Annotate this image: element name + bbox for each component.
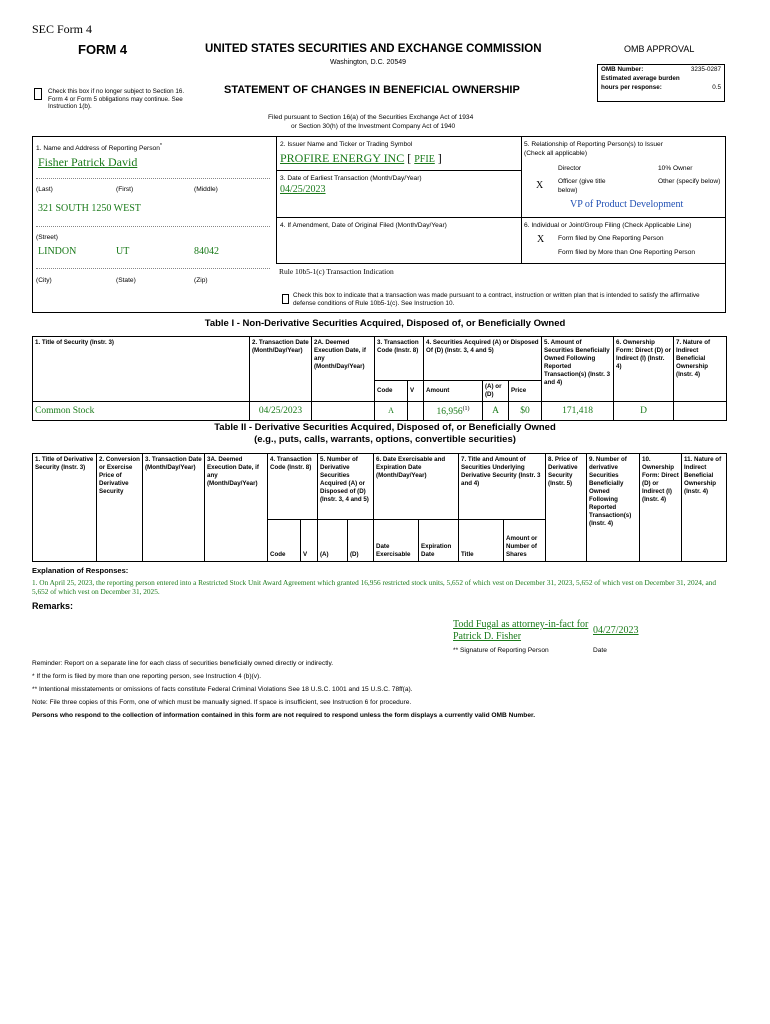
city-value: LINDON <box>38 246 77 257</box>
t1-h-code: 3. Transaction Code (Instr. 8) <box>375 337 424 381</box>
box5-label: 5. Relationship of Reporting Person(s) to Issuer <box>524 141 663 148</box>
last-label: (Last) <box>36 186 53 193</box>
t2-h-number: 5. Number of Derivative Securities Acquired (A) or Disposed of (D) (Instr. 3, 4 and 5) <box>318 454 374 520</box>
t2-sub-amount: Amount or Number of Shares <box>504 520 546 562</box>
officer-title: VP of Product Development <box>570 199 684 210</box>
t1-sub-price: Price <box>509 381 542 402</box>
ten-pct-owner-label: 10% Owner <box>658 165 693 172</box>
omb-approval-title: OMB APPROVAL <box>624 44 695 54</box>
t2-h-underlying: 7. Title and Amount of Securities Underlying Derivative Security (Instr. 3 and 4) <box>459 454 546 520</box>
t2-sub-code: Code <box>268 520 301 562</box>
t1-row-v <box>408 402 424 421</box>
signature-date: 04/27/2023 <box>593 625 639 636</box>
footnote-ref[interactable]: (1) <box>462 406 470 413</box>
t2-h-exercisable: 6. Date Exercisable and Expiration Date (Month/Day/Year) <box>374 454 459 520</box>
agency-name: UNITED STATES SECURITIES AND EXCHANGE COMMISSION <box>205 43 542 55</box>
t1-row-form: D <box>614 402 674 421</box>
director-label: Director <box>558 165 582 172</box>
no-longer-subject-checkbox[interactable] <box>34 88 42 100</box>
omb-hours-label: hours per response: <box>601 84 662 91</box>
state-label: (State) <box>116 277 136 284</box>
table-row <box>33 402 727 421</box>
t2-h-code: 4. Transaction Code (Instr. 8) <box>268 454 318 520</box>
t2-sub-title: Title <box>459 520 504 562</box>
t2-h-deemed: 3A. Deemed Execution Date, if any (Month/Day/Year) <box>205 454 268 562</box>
t1-sub-ad: (A) or (D) <box>483 381 509 402</box>
footer-copies-note: Note: File three copies of this Form, one of which must be manually signed. If space is insufficient, see Instruction 6 for procedure. <box>32 699 412 706</box>
t1-row-owned: 171,418 <box>542 402 614 421</box>
rule-10b5-label: Rule 10b5-1(c) Transaction Indication <box>279 267 394 276</box>
footer-misstatements: ** Intentional misstatements or omissions of facts constitute Federal Criminal Violations See 18 U.S.C. 1001 and 15 U.S.C. 78ff(a). <box>32 686 413 693</box>
t1-h-securities: 4. Securities Acquired (A) or Disposed Of (D) (Instr. 3, 4 and 5) <box>424 337 542 381</box>
box6-label: 6. Individual or Joint/Group Filing (Check Applicable Line) <box>524 222 692 229</box>
earliest-transaction-date: 04/25/2023 <box>280 184 326 195</box>
t1-row-title: Common Stock <box>33 402 250 421</box>
t1-sub-amount: Amount <box>424 381 483 402</box>
t2-sub-v: V <box>301 520 318 562</box>
date-label: Date <box>593 647 607 654</box>
middle-label: (Middle) <box>194 186 218 193</box>
signature-label: ** Signature of Reporting Person <box>453 647 549 654</box>
t2-sub-d: (D) <box>348 520 374 562</box>
filed-pursuant-line1: Filed pursuant to Section 16(a) of the Securities Exchange Act of 1934 <box>268 114 474 121</box>
t1-sub-v: V <box>408 381 424 402</box>
street-value: 321 SOUTH 1250 WEST <box>38 203 141 214</box>
box5-sublabel: (Check all applicable) <box>524 150 588 157</box>
t2-h-nature: 11. Nature of Indirect Beneficial Ownership (Instr. 4) <box>682 454 727 562</box>
t1-h-owned: 5. Amount of Securities Beneficially Owned Following Reported Transaction(s) (Instr. 3 and 4) <box>542 337 614 402</box>
first-label: (First) <box>116 186 134 193</box>
t1-row-nature <box>674 402 727 421</box>
reporting-person-name: Fisher Patrick David <box>38 155 138 169</box>
issuer-name: PROFIRE ENERGY INC <box>280 151 405 165</box>
t1-row-amount: 16,956$^{(1)}$ <box>424 402 483 421</box>
rule-10b5-checkbox[interactable] <box>282 294 289 304</box>
t2-sub-exercisable: Date Exercisable <box>374 520 419 562</box>
t1-row-date: 04/25/2023 <box>250 402 312 421</box>
city-label: (City) <box>36 277 52 284</box>
footer-omb-notice: Persons who respond to the collection of information contained in this form are not required to respond unless the form displays a currently valid OMB Number. <box>32 712 536 719</box>
rule-10b5-text: Check this box to indicate that a transaction was made pursuant to a contract, instruction or written plan that is intended to satisfy the affirmative defense conditions of Rule 10b5-1(c). See Instruction 10. <box>293 292 700 307</box>
t1-h-deemed: 2A. Deemed Execution Date, if any (Month/Day/Year) <box>312 337 375 402</box>
footer-reminder: Reminder: Report on a separate line for each class of securities beneficially owned directly or indirectly. <box>32 660 334 667</box>
filed-pursuant-line2: or Section 30(h) of the Investment Company Act of 1940 <box>291 123 456 130</box>
t2-sub-a: (A) <box>318 520 348 562</box>
t1-row-ad: A <box>483 402 509 421</box>
box1-label: 1. Name and Address of Reporting Person* <box>36 143 163 153</box>
explanation-label: Explanation of Responses: <box>32 566 129 575</box>
agency-location: Washington, D.C. 20549 <box>330 59 407 66</box>
form-title: FORM 4 <box>78 42 128 57</box>
omb-box <box>597 64 725 102</box>
omb-number-value: 3235-0287 <box>690 66 721 73</box>
officer-label: Officer (give title below) <box>558 178 606 194</box>
t1-h-title: 1. Title of Security (Instr. 3) <box>33 337 250 402</box>
table2 <box>32 453 727 562</box>
zip-value: 84042 <box>194 246 219 257</box>
ticker-symbol: PFIE <box>414 154 435 165</box>
remarks-label: Remarks: <box>32 601 74 611</box>
more-persons-label: Form filed by More than One Reporting Person <box>558 249 696 256</box>
other-label: Other (specify below) <box>658 178 721 185</box>
street-label: (Street) <box>36 234 58 241</box>
t1-row-price: $0 <box>509 402 542 421</box>
table1-title: Table I - Non-Derivative Securities Acquired, Disposed of, or Beneficially Owned <box>204 318 566 329</box>
t2-h-title: 1. Title of Derivative Security (Instr. 3) <box>33 454 97 562</box>
signature-name: Todd Fugal as attorney-in-fact for Patrick D. Fisher <box>453 619 589 642</box>
no-longer-subject-text: Check this box if no longer subject to Section 16. Form 4 or Form 5 obligations may continue. See Instruction 1(b). <box>48 88 185 110</box>
t2-h-owned: 9. Number of derivative Securities Beneficially Owned Following Reported Transaction(s) (Instr. 4) <box>587 454 640 562</box>
t2-h-conversion: 2. Conversion or Exercise Price of Derivative Security <box>97 454 143 562</box>
explanation-text: 1. On April 25, 2023, the reporting person entered into a Restricted Stock Unit Award Agreement which granted 16,956 restricted stock units, 5,652 of which vest on December 31, 2023, 5,652 of which vest on December 31, 2024, and 5,652 of which vest on December 31, 2025. <box>32 578 717 596</box>
t1-h-form: 6. Ownership Form: Direct (D) or Indirect (I) (Instr. 4) <box>614 337 674 402</box>
officer-checkmark[interactable]: X <box>536 180 544 191</box>
issuer-line: PROFIRE ENERGY INC [ PFIE ] <box>280 151 442 165</box>
t2-sub-expiration: Expiration Date <box>419 520 459 562</box>
box3-label: 3. Date of Earliest Transaction (Month/Day/Year) <box>280 175 422 182</box>
t1-row-deemed <box>312 402 375 421</box>
omb-hours-value: 0.5 <box>712 84 721 91</box>
zip-label: (Zip) <box>194 277 208 284</box>
omb-burden-label: Estimated average burden <box>601 75 680 82</box>
t2-h-price: 8. Price of Derivative Security (Instr. 5) <box>546 454 587 562</box>
t1-sub-code: Code <box>375 381 408 402</box>
box4-label: 4. If Amendment, Date of Original Filed (Month/Day/Year) <box>280 222 447 229</box>
table2-title: Table II - Derivative Securities Acquired, Disposed of, or Beneficially Owned (e.g., puts, calls, warrants, options, convertible securities) <box>214 422 556 445</box>
t2-h-date: 3. Transaction Date (Month/Day/Year) <box>143 454 205 562</box>
t1-h-nature: 7. Nature of Indirect Beneficial Ownership (Instr. 4) <box>674 337 727 402</box>
footer-instruction-4: * If the form is filed by more than one reporting person, see Instruction 4 (b)(v). <box>32 673 262 680</box>
sec-form-label: SEC Form 4 <box>32 22 93 36</box>
box2-label: 2. Issuer Name and Ticker or Trading Symbol <box>280 141 413 148</box>
one-person-checkmark[interactable]: X <box>537 234 545 245</box>
table1 <box>32 336 727 421</box>
omb-number-label: OMB Number: <box>601 66 644 73</box>
statement-title: STATEMENT OF CHANGES IN BENEFICIAL OWNERSHIP <box>224 84 520 96</box>
t1-row-code: A <box>375 402 408 421</box>
t2-h-form: 10. Ownership Form: Direct (D) or Indirect (I) (Instr. 4) <box>640 454 682 562</box>
one-person-label: Form filed by One Reporting Person <box>558 235 664 242</box>
state-value: UT <box>116 246 130 257</box>
t1-h-date: 2. Transaction Date (Month/Day/Year) <box>250 337 312 402</box>
